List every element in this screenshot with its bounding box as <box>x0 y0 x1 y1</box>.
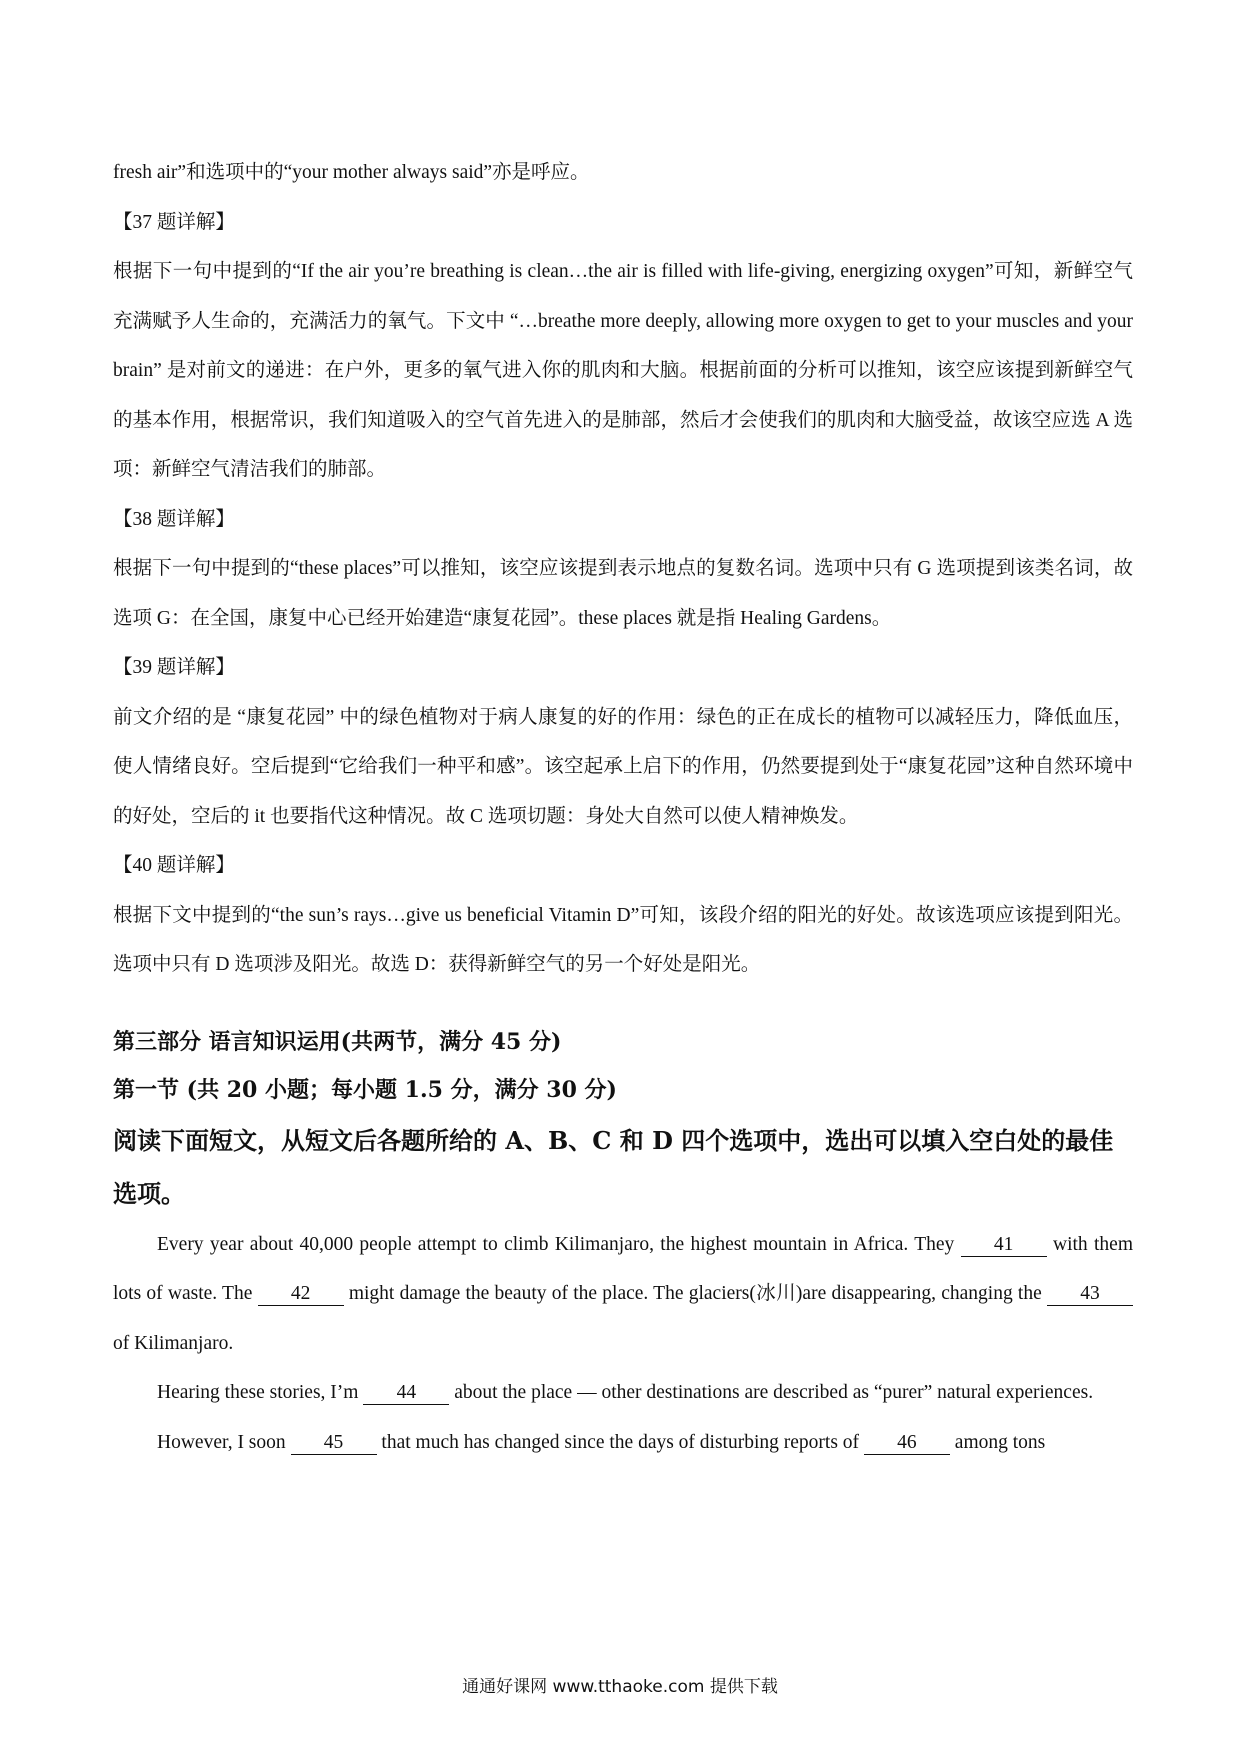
blank-41: 41 <box>961 1234 1047 1257</box>
q37-explanation: 根据下一句中提到的“If the air you’re breathing is clean…the air is filled with life-giving, energizing oxygen”可知，新鲜空气充满赋予人生命的，充满活力的氧气。下文中 “…breathe more deeply, allowing more oxygen to get to your muscles and your brain” 是对前文的递进：在户外，更多的氧气进入你的肌肉和大脑。根据前面的分析可以推知，该空应该提到新鲜空气的基本作用，根据常识，我们知道吸入的空气首先进入的是肺部，然后才会使我们的肌肉和大脑受益，故该空应选 A 选项：新鲜空气清洁我们的肺部。 <box>113 261 1133 480</box>
q39-explanation: 前文介绍的是 “康复花园” 中的绿色植物对于病人康复的好的作用：绿色的正在成长的植物可以减轻压力，降低血压，使人情绪良好。空后提到“它给我们一种平和感”。该空起承上启下的作用，仍然要提到处于“康复花园”这种自然环境中的好处，空后的 it 也要指代这种情况。故 C 选项切题：身处大自然可以使人精神焕发。 <box>113 706 1133 827</box>
analysis-continuation: fresh air”和选项中的“your mother always said”亦是呼应。 <box>113 162 590 183</box>
q40-explanation: 根据下文中提到的“the sun’s rays…give us beneficial Vitamin D”可知，该段介绍的阳光的好处。故该选项应该提到阳光。选项中只有 D 选项涉及阳光。故选 D：获得新鲜空气的另一个好处是阳光。 <box>113 904 1133 975</box>
q37-heading: 【37 题详解】 <box>113 211 235 233</box>
part-title: 第三部分 语言知识运用(共两节，满分 45 分) <box>113 1028 562 1055</box>
q38-explanation: 根据下一句中提到的“these places”可以推知，该空应该提到表示地点的复数名词。选项中只有 G 选项提到该类名词，故选项 G：在全国，康复中心已经开始建造“康复花园”。these places 就是指 Healing Gardens。 <box>113 558 1133 629</box>
blank-46: 46 <box>864 1432 950 1455</box>
q39-heading: 【39 题详解】 <box>113 657 235 678</box>
document-body <box>113 148 1133 1467</box>
page-footer: 通通好课网 www.tthaoke.com 提供下载 <box>462 1677 778 1697</box>
blank-42: 42 <box>258 1283 344 1306</box>
instructions: 阅读下面短文，从短文后各题所给的 A、B、C 和 D 四个选项中，选出可以填入空白处的最佳选项。 <box>113 1125 1114 1208</box>
blank-44: 44 <box>363 1382 449 1405</box>
section-title: 第一节 (共 20 小题；每小题 1.5 分，满分 30 分) <box>113 1076 617 1103</box>
passage-paragraph-3: However, I soon 45 that much has changed since the days of disturbing reports of 46 among tons <box>157 1431 1046 1453</box>
blank-43: 43 <box>1047 1283 1133 1306</box>
passage-paragraph-1: Every year about 40,000 people attempt to climb Kilimanjaro, the highest mountain in Africa. They 41 with them lots of waste. The 42 might damage the beauty of the place. The glaciers(冰川)are disappearing, changing the 43 of Kilimanjaro. <box>113 1233 1133 1354</box>
passage-paragraph-2: Hearing these stories, I’m 44 about the place — other destinations are described as “purer” natural experiences. <box>157 1382 1094 1403</box>
q38-heading: 【38 题详解】 <box>113 508 235 530</box>
q40-heading: 【40 题详解】 <box>113 855 235 876</box>
blank-45: 45 <box>291 1432 377 1455</box>
